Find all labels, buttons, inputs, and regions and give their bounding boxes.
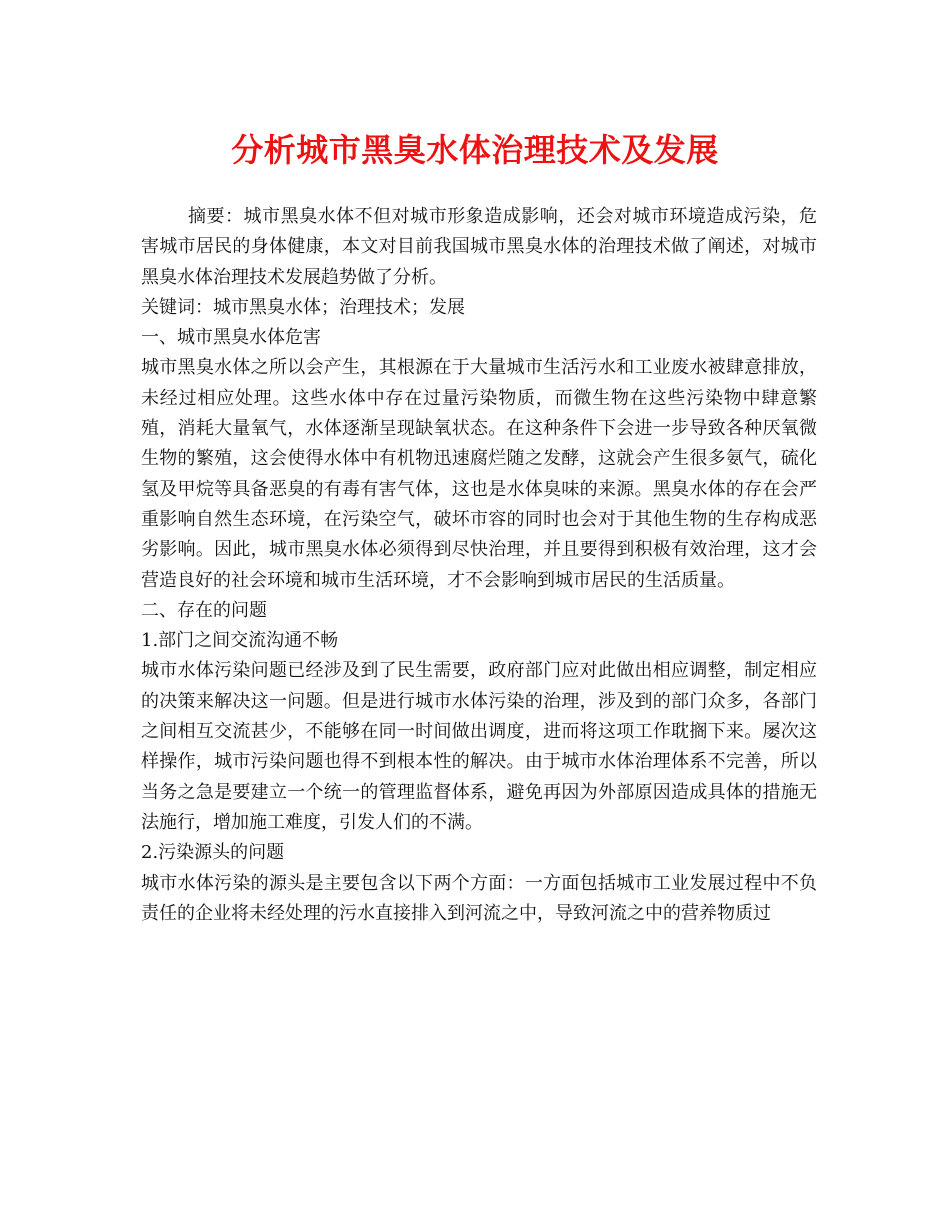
section-heading: 一、城市黑臭水体危害 [141,327,321,349]
body-paragraph: 城市黑臭水体之所以会产生，其根源在于大量城市生活污水和工业废水被肆意排放，未经过相应处理。这些水体中存在过量污染物质，而微生物在这些污染物中肆意繁殖，消耗大量氧气，水体逐渐呈现缺氧状态。在这种条件下会进一步导致各种厌氧微生物的繁殖，这会使得水体中有机物迅速腐烂随之发酵，这就会产生很多氨气，硫化氢及甲烷等具备恶臭的有毒有害气体，这也是水体臭味的来源。黑臭水体的存在会严重影响自然生态环境，在污染空气，破坏市容的同时也会对于其他生物的生存构成恶劣影响。因此，城市黑臭水体必须得到尽快治理，并且要得到积极有效治理，这才会营造良好的社会环境和城市生活环境，才不会影响到城市居民的生活质量。 [141,357,817,591]
body-paragraph: 城市水体污染的源头是主要包含以下两个方面：一方面包括城市工业发展过程中不负责任的企业将未经处理的污水直接排入到河流之中，导致河流之中的营养物质过 [141,872,817,924]
subsection-heading: 1.部门之间交流沟通不畅 [141,630,339,652]
document-body [141,202,817,929]
subsection-heading: 2.污染源头的问题 [141,842,285,864]
section-heading: 二、存在的问题 [141,599,267,621]
document-title: 分析城市黑臭水体治理技术及发展 [231,131,719,169]
body-paragraph: 城市水体污染问题已经涉及到了民生需要，政府部门应对此做出相应调整，制定相应的决策来解决这一问题。但是进行城市水体污染的治理，涉及到的部门众多，各部门之间相互交流甚少，不能够在同一时间做出调度，进而将这项工作耽搁下来。屡次这样操作，城市污染问题也得不到根本性的解决。由于城市水体治理体系不完善，所以当务之急是要建立一个统一的管理监督体系，避免再因为外部原因造成具体的措施无法施行，增加施工难度，引发人们的不满。 [141,660,817,833]
keywords-line: 关键词：城市黑臭水体；治理技术；发展 [141,296,465,318]
abstract-paragraph: 摘要：城市黑臭水体不但对城市形象造成影响，还会对城市环境造成污染，危害城市居民的身体健康，本文对目前我国城市黑臭水体的治理技术做了阐述，对城市黑臭水体治理技术发展趋势做了分析。 [141,206,817,288]
